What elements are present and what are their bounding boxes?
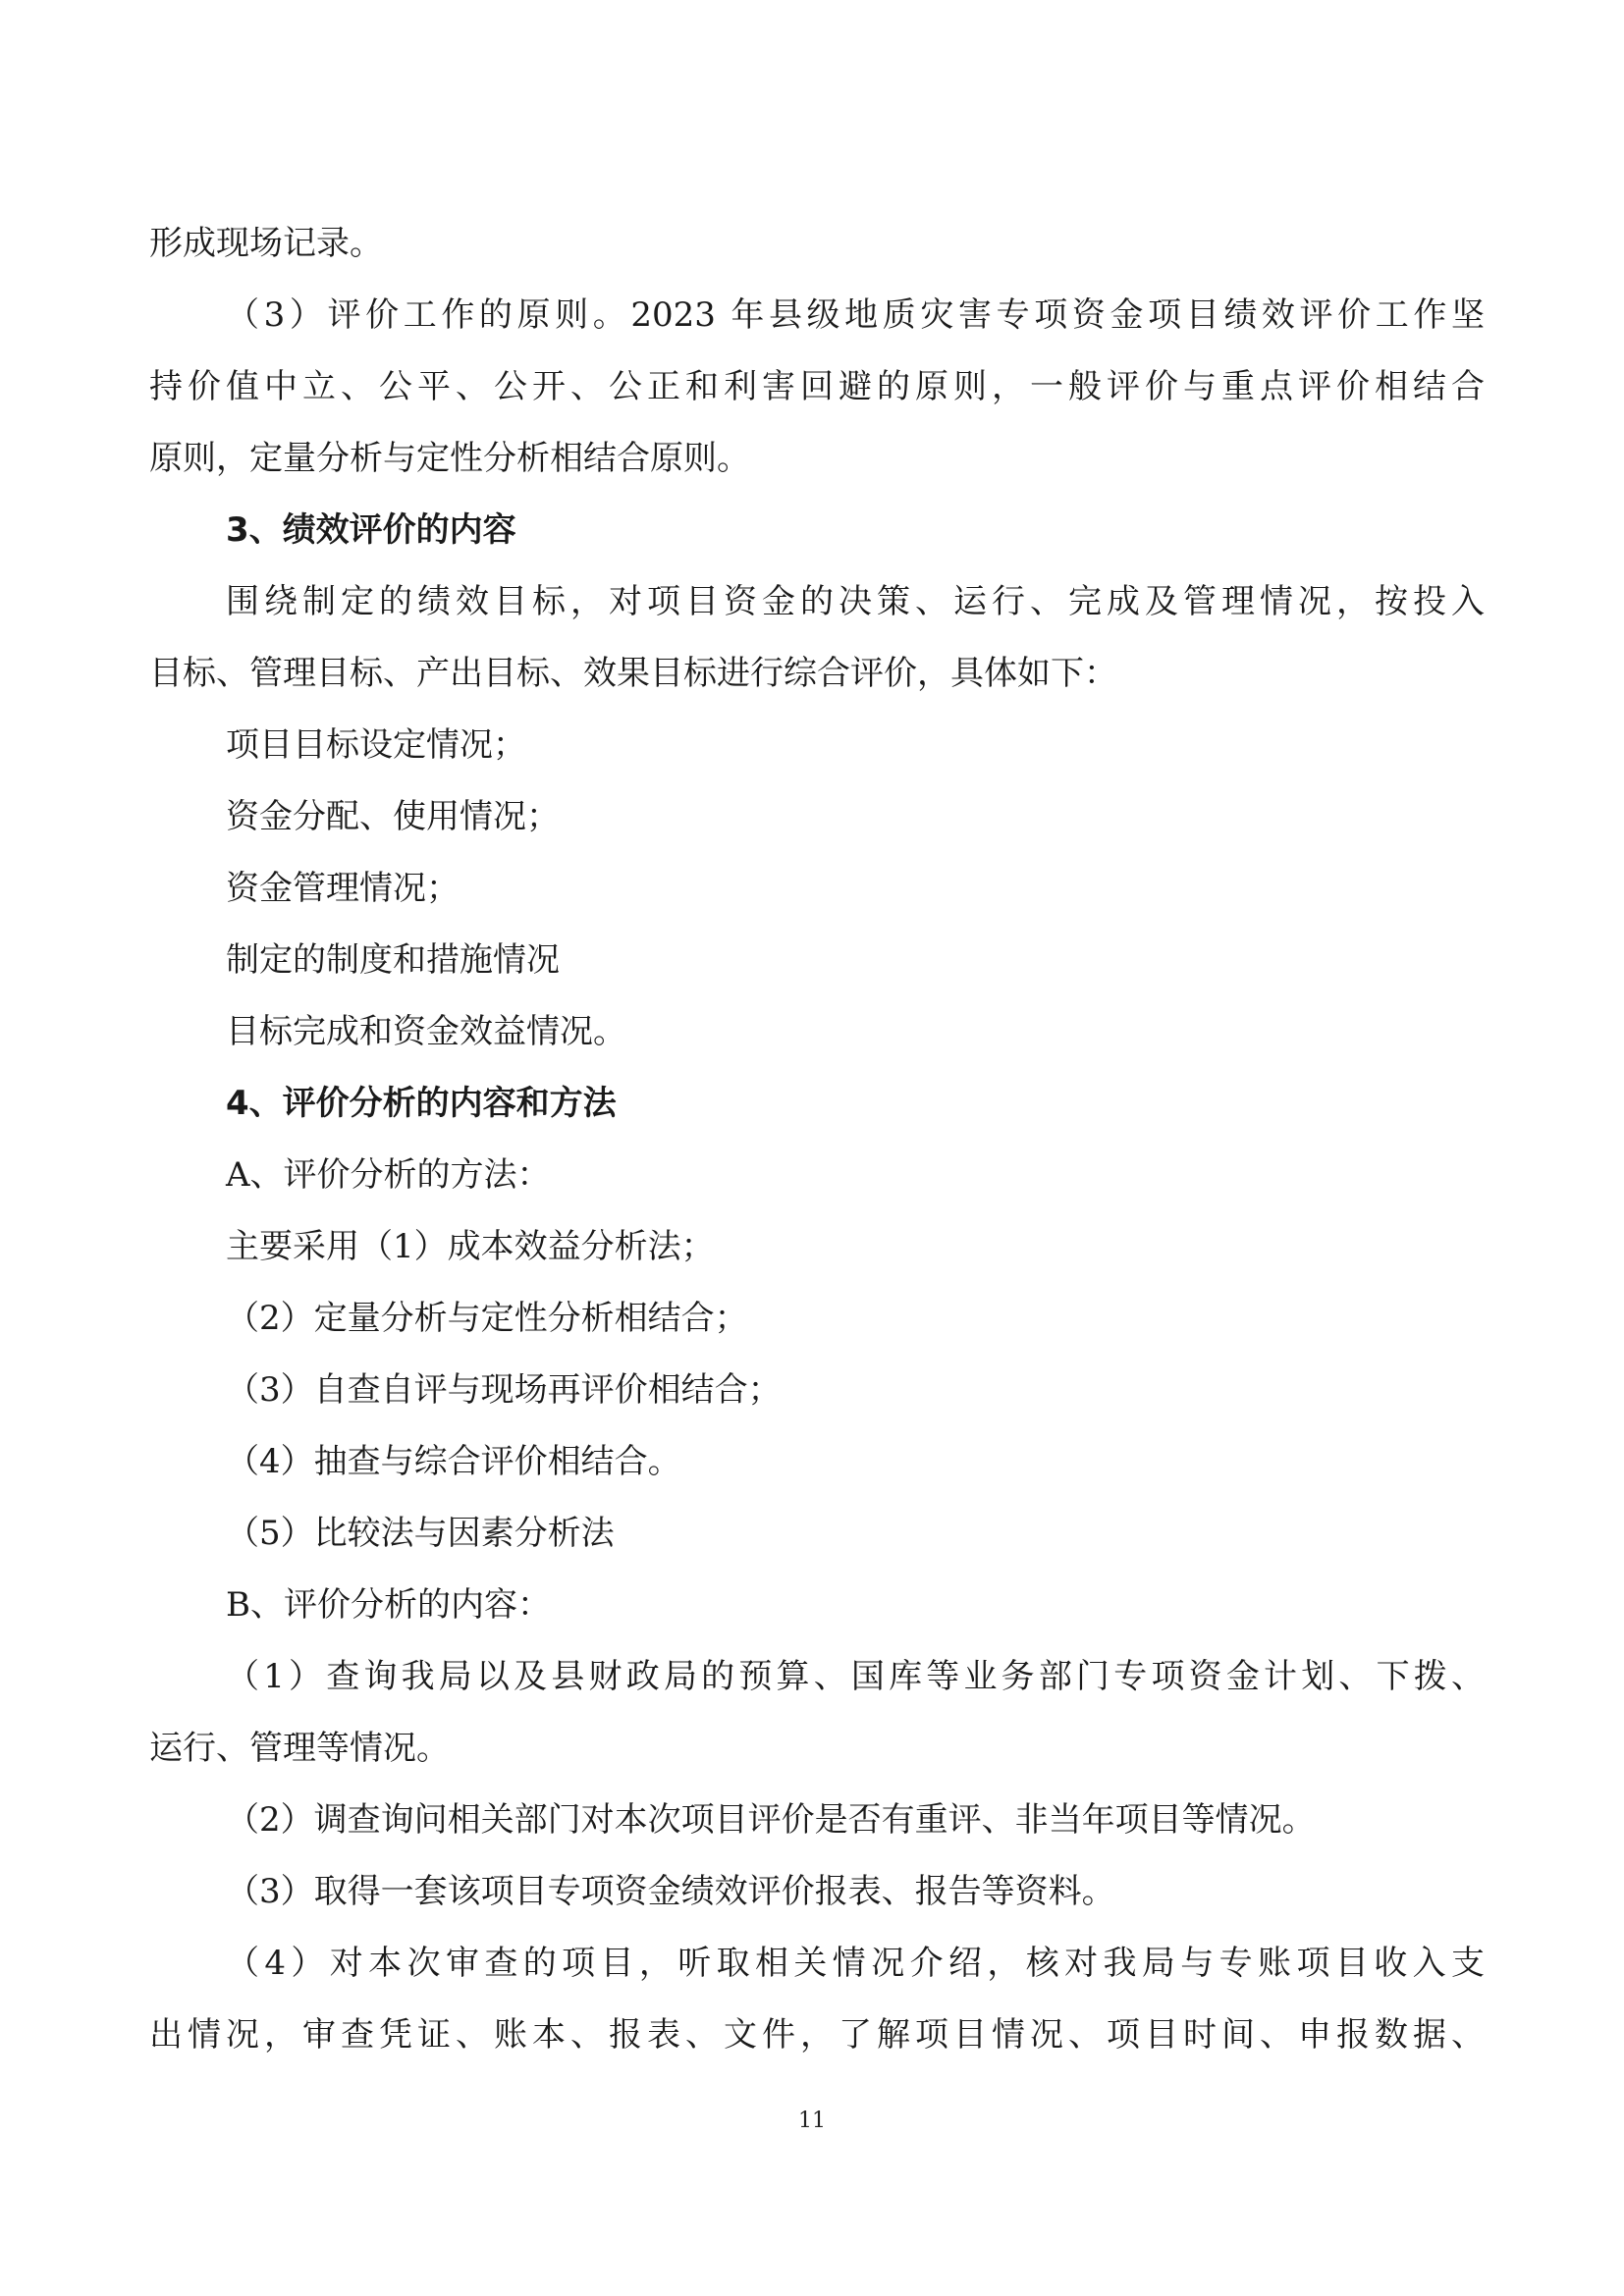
list-item: 资金管理情况； [226, 869, 460, 908]
body-line: （1）查询我局以及县财政局的预算、国库等业务部门专项资金计划、下拨、 [226, 1657, 1485, 1696]
body-line: 目标、管理目标、产出目标、效果目标进行综合评价，具体如下： [149, 654, 1117, 693]
page-number: 11 [798, 2109, 826, 2133]
section-heading: 3、绩效评价的内容 [226, 510, 516, 550]
body-line: （3）取得一套该项目专项资金绩效评价报表、报告等资料。 [226, 1872, 1115, 1911]
list-item: 项目目标设定情况； [226, 725, 526, 765]
body-line: （2）调查询问相关部门对本次项目评价是否有重评、非当年项目等情况。 [226, 1800, 1316, 1840]
list-item: 制定的制度和措施情况 [226, 940, 560, 980]
section-heading: 4、评价分析的内容和方法 [226, 1084, 617, 1123]
list-item: （3）自查自评与现场再评价相结合； [226, 1370, 782, 1410]
list-item: 主要采用（1）成本效益分析法； [226, 1227, 715, 1266]
body-line: 围绕制定的绩效目标，对项目资金的决策、运行、完成及管理情况，按投入 [226, 582, 1485, 621]
body-line: （3）评价工作的原则。2023 年县级地质灾害专项资金项目绩效评价工作坚 [226, 295, 1485, 335]
body-line: 原则，定量分析与定性分析相结合原则。 [149, 439, 750, 478]
body-line: （4）对本次审查的项目，听取相关情况介绍，核对我局与专账项目收入支 [226, 1944, 1485, 1983]
page-body [149, 208, 1485, 2071]
body-line: 持价值中立、公平、公开、公正和利害回避的原则，一般评价与重点评价相结合 [149, 367, 1485, 406]
body-line: 运行、管理等情况。 [149, 1729, 450, 1768]
subsection-heading: B、评价分析的内容： [226, 1585, 551, 1625]
list-item: 资金分配、使用情况； [226, 797, 560, 836]
body-line: 出情况，审查凭证、账本、报表、文件，了解项目情况、项目时间、申报数据、 [149, 2015, 1485, 2055]
subsection-heading: A、评价分析的方法： [226, 1155, 551, 1195]
list-item: （2）定量分析与定性分析相结合； [226, 1299, 748, 1338]
list-item: 目标完成和资金效益情况。 [226, 1012, 626, 1051]
body-line: 形成现场记录。 [149, 224, 383, 263]
list-item: （5）比较法与因素分析法 [226, 1514, 615, 1553]
list-item: （4）抽查与综合评价相结合。 [226, 1442, 681, 1481]
